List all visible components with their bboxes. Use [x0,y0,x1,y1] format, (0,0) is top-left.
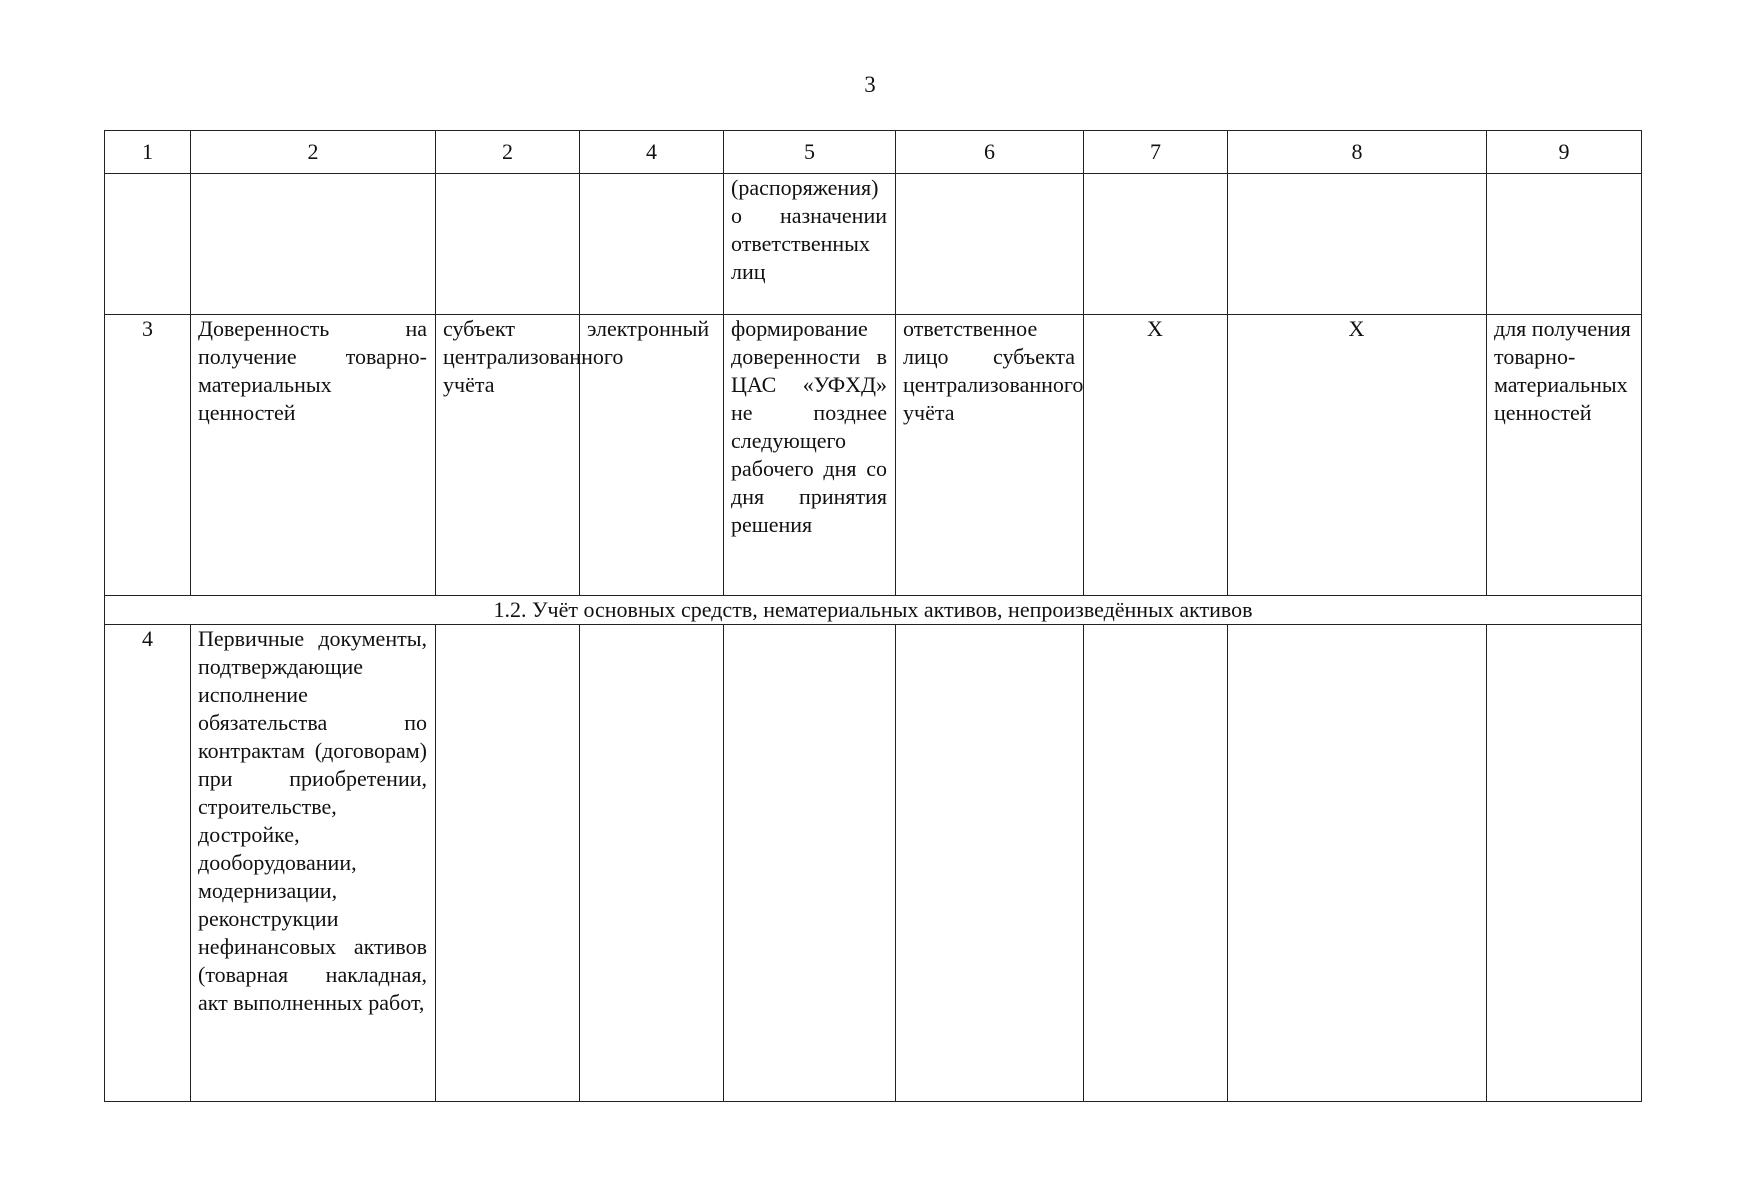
header-cell: 5 [724,131,896,174]
responsible-cell: ответственное лицо субъекта централизованного учёта [896,315,1084,596]
header-cell: 2 [191,131,436,174]
table-row-3 [105,315,1642,596]
section-title: 1.2. Учёт основных средств, нематериальных активов, непроизведённых активов [105,596,1642,625]
purpose-cell: для получения товарно-материальных ценностей [1487,315,1642,596]
header-cell: 6 [896,131,1084,174]
table-cell [436,625,580,1102]
table-cell [580,625,724,1102]
header-cell: 8 [1228,131,1487,174]
table-cell [1084,625,1228,1102]
row-number-cell: 4 [105,625,191,1102]
table-cell [1228,625,1487,1102]
row-number-cell: 3 [105,315,191,596]
document-name-cell: Первичные документы, подтверждающие исполнение обязательства по контрактам (договорам) при приобретении, строительстве, достройке, дооборудовании, модернизации, реконструкции нефинансовых активов (товарная накладная, акт выполненных работ, [191,625,436,1102]
form-cell: электронный [580,315,724,596]
document-table [104,130,1642,1102]
col8-cell: X [1228,315,1487,596]
document-name-cell: Доверенность на получение товарно-материальных ценностей [191,315,436,596]
header-cell: 2 [436,131,580,174]
table-row-continuation [105,174,1642,315]
table-cell [896,625,1084,1102]
col7-cell: X [1084,315,1228,596]
deadline-cell: формирование доверенности в ЦАС «УФХД» не позднее следующего рабочего дня со дня принятия решения [724,315,896,596]
table-cell [1084,174,1228,315]
table-cell [896,174,1084,315]
header-cell: 7 [1084,131,1228,174]
page-number: 3 [864,72,876,97]
header-cell: 4 [580,131,724,174]
table-cell [580,174,724,315]
table-cell [1228,174,1487,315]
creator-cell: субъект централизованного учёта [436,315,580,596]
table-cell [105,174,191,315]
table-cell [724,625,896,1102]
header-cell: 1 [105,131,191,174]
table-header-row [105,131,1642,174]
table-cell [1487,174,1642,315]
table-cell [436,174,580,315]
continuation-text-cell: (распоряжения) о назначении ответственных лиц [724,174,896,315]
section-heading-row [105,596,1642,625]
header-cell: 9 [1487,131,1642,174]
table-cell [191,174,436,315]
table-row-4 [105,625,1642,1102]
table-cell [1487,625,1642,1102]
